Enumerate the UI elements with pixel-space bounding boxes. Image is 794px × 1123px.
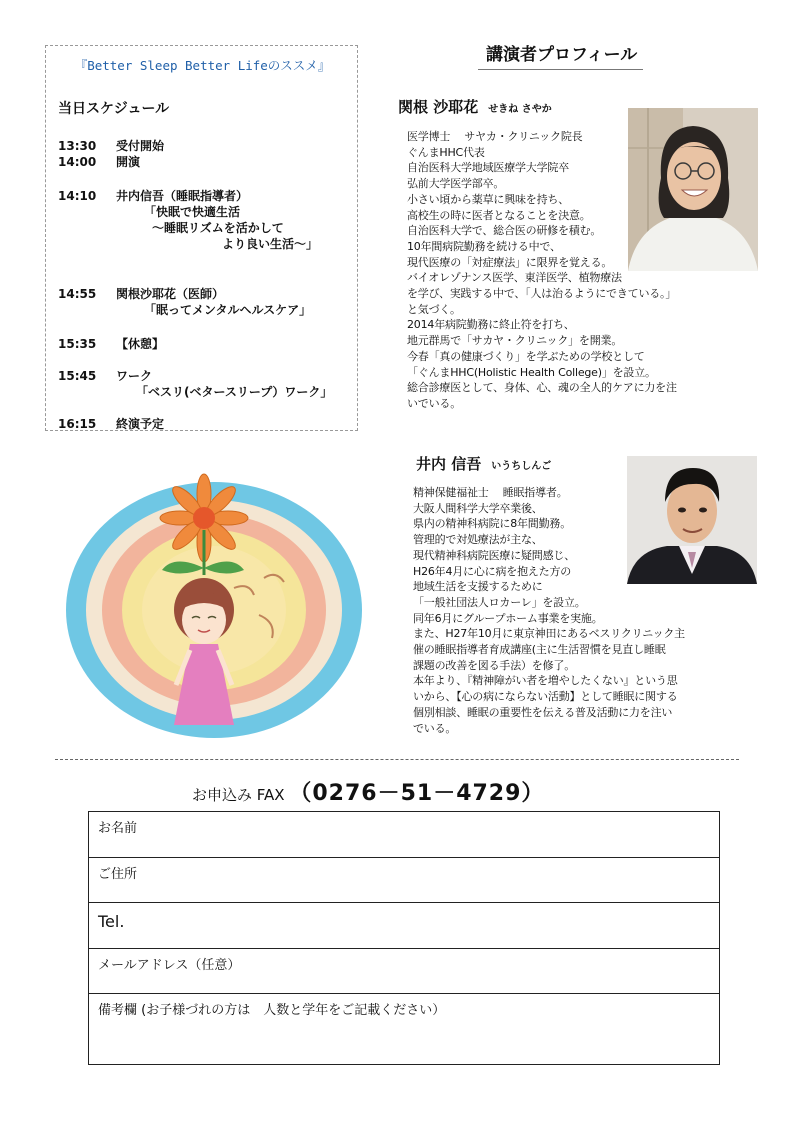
form-label-email: メールアドレス（任意） (98, 958, 241, 973)
talk-title-line: ～睡眠リズムを活かして (152, 221, 284, 235)
schedule-item: 13:30 受付開始 (58, 139, 165, 153)
schedule-heading: 当日スケジュール (58, 101, 170, 117)
work-title: 「ベスリ(ベタースリープ）ワーク」 (136, 385, 333, 399)
application-form (88, 811, 720, 1065)
speaker2-name: 井内 信吾 いうちしんご (416, 455, 552, 473)
speaker1-bio: 医学博士 サヤカ・クリニック院長 ぐんまHHC代表 自治医科大学地域医療学大学院卒 弘前大学医学部卒。 小さい頃から薬草に興味を持ち、 高校生の時に医者となることを決意。 自治医科大学で、総合医の研修を積む。 10年間病院勤務を続ける中で、 現代医療の「対症療法」に限界を覚える。 バイオレゾナンス医学、東洋医学、植物療法 を学び、実践する中で、「人は治るようにできている。」 と気づく。 2014年病院勤務に終止符を打ち、 地元群馬で「サカヤ・クリニック」を開業。 今春「真の健康づくり」を学ぶための学校として 「ぐんまHHC(Holistic Health College)」を設立。 総合診療医として、身体、心、魂の全人的ケアに力を注 いでいる。 (407, 130, 677, 410)
schedule-box (45, 45, 358, 431)
cut-line (55, 759, 739, 760)
form-row-email[interactable] (89, 949, 719, 994)
form-label-address: ご住所 (98, 867, 138, 882)
talk-title-line: 「快眠で快適生活 (144, 205, 241, 219)
speaker1-kana: せきね さやか (488, 104, 552, 115)
form-row-tel[interactable] (89, 903, 719, 949)
talk-title-line: 「眠ってメンタルヘルスケア」 (144, 303, 312, 317)
speaker1-name: 関根 沙耶花 せきね さやか (398, 98, 552, 116)
fax-label: お申込み FAX (192, 786, 285, 804)
speaker2-kana: いうちしんご (491, 461, 552, 472)
talk-title-line: より良い生活～」 (222, 237, 319, 251)
form-label-notes: 備考欄 (お子様づれの方は 人数と学年をご記載ください） (98, 1003, 446, 1018)
schedule-item: 16:15 終演予定 (58, 417, 165, 431)
speaker1-photo (628, 108, 758, 271)
schedule-item: 15:35 【休憩】 (58, 337, 165, 351)
schedule-item: 14:00 開演 (58, 155, 141, 169)
form-row-address[interactable] (89, 858, 719, 903)
form-row-name[interactable] (89, 812, 719, 858)
schedule-item: 14:55 関根沙耶花（医師） (58, 287, 225, 301)
form-label-name: お名前 (98, 821, 138, 836)
fax-heading (192, 776, 544, 807)
schedule-item: 15:45 ワーク (58, 369, 153, 383)
speaker2-bio: 精神保健福祉士 睡眠指導者。 大阪人間科学大学卒業後、 県内の精神科病院に8年間勤務。 管理的で対処療法が主な、 現代精神科病院医療に疑問感じ、 H26年4月に心に病を抱えた方の 地域生活を支援するために 「一般社団法人ロカーレ」を設立。 同年6月にグループホーム事業を実施。 また、H27年10月に東京神田にあるベスリクリニック主 催の睡眠指導者育成講座(主に生活習慣を見直し睡眠 課題の改善を図る手法）を修了。 本年より、『精神障がい者を増やしたくない』という思 いから、【心の病にならない活動】として睡眠に関する 個別相談、睡眠の重要性を伝える普及活動に力を注い でいる。 (413, 486, 685, 735)
form-label-tel: Tel. (98, 912, 125, 931)
schedule-item: 14:10 井内信吾（睡眠指導者） (58, 189, 249, 203)
illustration-flower-girl (64, 470, 364, 740)
speaker2-photo (627, 456, 757, 584)
profile-heading: 講演者プロフィール (478, 40, 643, 70)
event-title: 『Better Sleep Better Lifeのススメ』 (74, 58, 331, 73)
form-row-notes[interactable] (89, 994, 719, 1064)
fax-number: （0276－51－4729） (289, 781, 545, 806)
